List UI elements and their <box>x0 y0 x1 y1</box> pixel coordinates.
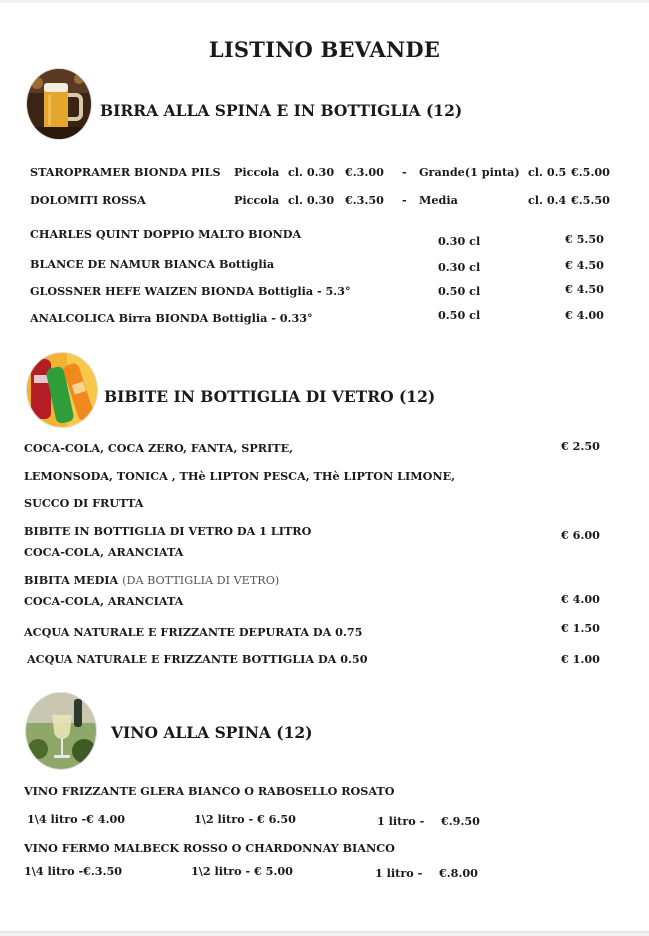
beer-row-5-price: € 4.50 <box>565 282 604 296</box>
beer-row-3-price: € 5.50 <box>565 232 604 246</box>
beer-row-2-vol1: cl. 0.30 <box>288 193 335 207</box>
beer-row-1-size1: Piccola <box>234 165 280 179</box>
beer-row-1-size2: Grande(1 pinta) <box>419 165 520 179</box>
soft-line-5: COCA-COLA, ARANCIATA <box>24 545 184 559</box>
beer-row-6-name: ANALCOLICA Birra BIONDA Bottiglia - 0.33° <box>30 311 313 325</box>
beer-row-4-price: € 4.50 <box>565 258 604 272</box>
beer-mug-icon <box>27 69 91 139</box>
menu-page <box>0 3 649 931</box>
beer-row-5-vol: 0.50 cl <box>438 284 481 298</box>
beer-row-1-name: STAROPRAMER BIONDA PILS <box>30 165 221 179</box>
wine-2-name: VINO FERMO MALBECK ROSSO O CHARDONNAY BIANCO <box>24 841 395 855</box>
beer-row-4-name: BLANCE DE NAMUR BIANCA Bottiglia <box>30 257 275 271</box>
soft-line-3: SUCCO DI FRUTTA <box>24 496 144 510</box>
wine-section-title: VINO ALLA SPINA (12) <box>111 723 313 742</box>
beer-row-1-vol1: cl. 0.30 <box>288 165 335 179</box>
soft-line-2: LEMONSODA, TONICA , THè LIPTON PESCA, THè LIPTON LIMONE, <box>24 469 456 483</box>
beer-row-1-dash: - <box>402 165 407 179</box>
soft-line-9: ACQUA NATURALE E FRIZZANTE BOTTIGLIA DA 0.50 <box>27 652 368 666</box>
wine-1-liter-price: €.9.50 <box>441 814 480 828</box>
beer-row-1-vol2: cl. 0.5 <box>528 165 567 179</box>
wine-1-quarter: 1\4 litro -€ 4.00 <box>27 812 126 826</box>
wine-1-name: VINO FRIZZANTE GLERA BIANCO O RABOSELLO ROSATO <box>24 784 395 798</box>
beer-row-2-size2: Media <box>419 193 458 207</box>
soft-line-6-main: BIBITA MEDIA <box>24 573 119 587</box>
soft-price-4: € 1.50 <box>561 621 600 635</box>
wine-2-liter-price: €.8.00 <box>439 866 478 880</box>
beer-row-2-vol2: cl. 0.4 <box>528 193 567 207</box>
page-title: LISTINO BEVANDE <box>208 37 441 62</box>
wine-glass-icon <box>26 693 96 769</box>
beer-row-2-dash: - <box>402 193 407 207</box>
soft-price-3: € 4.00 <box>561 592 600 606</box>
beer-row-3-vol: 0.30 cl <box>438 234 481 248</box>
beer-row-2-size1: Piccola <box>234 193 280 207</box>
beer-row-2-price1: €.3.50 <box>345 193 384 207</box>
soft-line-4: BIBITE IN BOTTIGLIA DI VETRO DA 1 LITRO <box>24 524 312 538</box>
soft-drinks-icon <box>27 353 97 427</box>
soft-section-title: BIBITE IN BOTTIGLIA DI VETRO (12) <box>104 387 436 406</box>
beer-row-1-price2: €.5.00 <box>571 165 610 179</box>
soft-line-6-note: (DA BOTTIGLIA DI VETRO) <box>122 574 280 587</box>
soft-line-8: ACQUA NATURALE E FRIZZANTE DEPURATA DA 0.75 <box>24 625 363 639</box>
beer-section-title: BIRRA ALLA SPINA E IN BOTTIGLIA (12) <box>100 101 463 120</box>
beer-row-5-name: GLOSSNER HEFE WAIZEN BIONDA Bottiglia - 5.3° <box>30 284 351 298</box>
beer-row-6-vol: 0.50 cl <box>438 308 481 322</box>
wine-2-quarter: 1\4 litro -€.3.50 <box>24 864 123 878</box>
beer-row-6-price: € 4.00 <box>565 308 604 322</box>
beer-row-1-price1: €.3.00 <box>345 165 384 179</box>
wine-2-liter: 1 litro - <box>375 866 423 880</box>
soft-line-7: COCA-COLA, ARANCIATA <box>24 594 184 608</box>
beer-row-2-name: DOLOMITI ROSSA <box>30 193 146 207</box>
beer-row-3-name: CHARLES QUINT DOPPIO MALTO BIONDA <box>30 227 302 241</box>
soft-price-5: € 1.00 <box>561 652 600 666</box>
soft-line-1: COCA-COLA, COCA ZERO, FANTA, SPRITE, <box>24 441 294 455</box>
soft-price-2: € 6.00 <box>561 528 600 542</box>
beer-row-2-price2: €.5.50 <box>571 193 610 207</box>
wine-2-half: 1\2 litro - € 5.00 <box>191 864 293 878</box>
soft-line-6 <box>24 573 279 587</box>
soft-price-1: € 2.50 <box>561 439 600 453</box>
wine-1-liter: 1 litro - <box>377 814 425 828</box>
beer-row-4-vol: 0.30 cl <box>438 260 481 274</box>
wine-1-half: 1\2 litro - € 6.50 <box>194 812 296 826</box>
